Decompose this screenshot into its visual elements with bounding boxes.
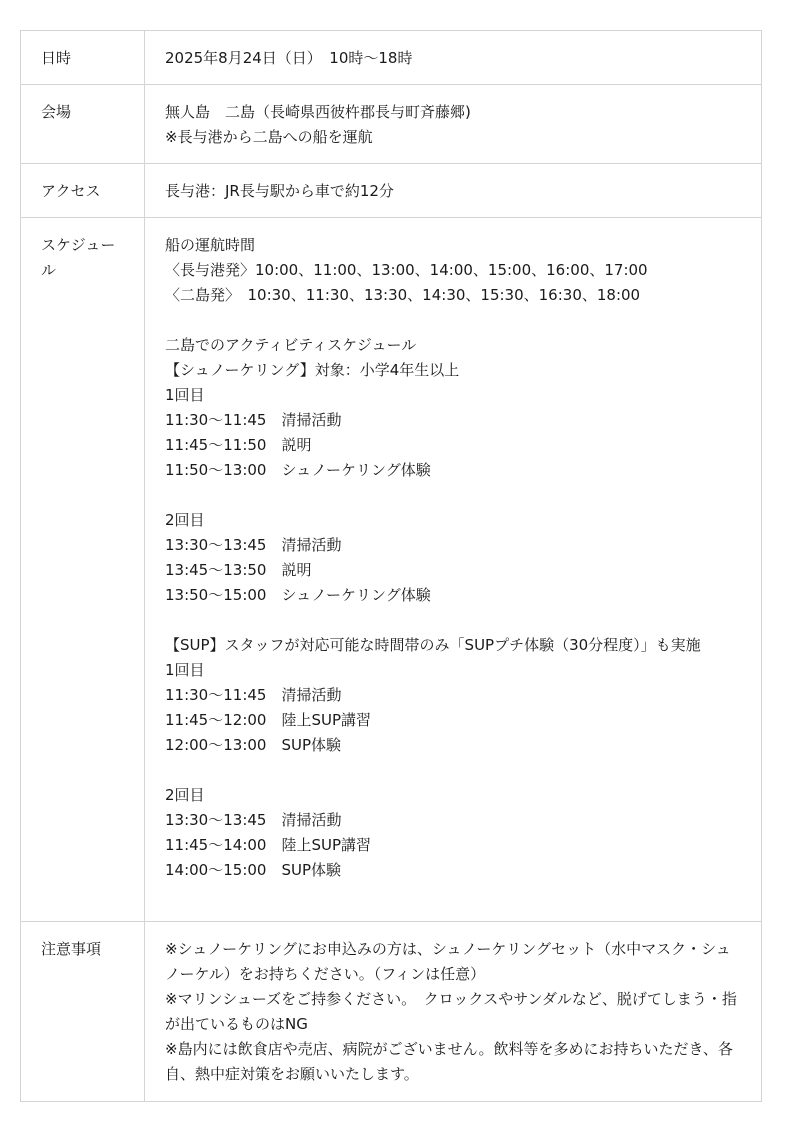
spacer — [165, 758, 741, 783]
spacer — [165, 483, 741, 508]
sup-title: 【SUP】スタッフが対応可能な時間帯のみ「SUPプチ体験（30分程度）」も実施 — [165, 636, 701, 654]
schedule-item: 13:30〜13:45 清掃活動 — [165, 811, 342, 829]
notes-label: 注意事項 — [21, 922, 145, 1102]
date-label: 日時 — [21, 31, 145, 85]
event-info-table — [20, 30, 762, 1102]
spacer — [165, 308, 741, 333]
schedule-item: 12:00〜13:00 SUP体験 — [165, 736, 342, 754]
schedule-item: 11:45〜11:50 説明 — [165, 436, 312, 454]
schedule-item: 11:30〜11:45 清掃活動 — [165, 686, 342, 704]
schedule-item: 14:00〜15:00 SUP体験 — [165, 861, 342, 879]
sup-round2-label: 2回目 — [165, 786, 205, 804]
ferry-from-nagayo: 〈長与港発〉10:00、11:00、13:00、14:00、15:00、16:00、17:00 — [165, 261, 648, 279]
access-value — [145, 164, 762, 218]
row-schedule — [21, 218, 762, 922]
schedule-item: 11:50〜13:00 シュノーケリング体験 — [165, 461, 431, 479]
row-notes — [21, 922, 762, 1102]
note-marine-shoes: ※マリンシューズをご持参ください。 クロックスやサンダルなど、脱げてしまう・指が出ているものはNG — [165, 990, 737, 1033]
venue-label: 会場 — [21, 85, 145, 164]
ferry-heading: 船の運航時間 — [165, 236, 256, 254]
schedule-item: 11:30〜11:45 清掃活動 — [165, 411, 342, 429]
row-access — [21, 164, 762, 218]
schedule-label: スケジュール — [21, 218, 145, 922]
schedule-item: 13:50〜15:00 シュノーケリング体験 — [165, 586, 431, 604]
note-no-shops: ※島内には飲食店や売店、病院がございません。飲料等を多めにお持ちいただき、各自、熱中症対策をお願いいたします。 — [165, 1040, 733, 1083]
snorkel-round2-label: 2回目 — [165, 511, 205, 529]
sup-round1-label: 1回目 — [165, 661, 205, 679]
access-text: 長与港：JR長与駅から車で約12分 — [165, 182, 394, 200]
notes-value — [145, 922, 762, 1102]
schedule-item: 11:45〜12:00 陸上SUP講習 — [165, 711, 372, 729]
activity-heading: 二島でのアクティビティスケジュール — [165, 336, 417, 354]
schedule-item: 13:45〜13:50 説明 — [165, 561, 312, 579]
date-text: 2025年8月24日（日） 10時〜18時 — [165, 49, 413, 67]
venue-note: ※長与港から二島への船を運航 — [165, 128, 373, 146]
ferry-from-futajima: 〈二島発〉 10:30、11:30、13:30、14:30、15:30、16:30、18:00 — [165, 286, 641, 304]
snorkel-title: 【シュノーケリング】対象：小学4年生以上 — [165, 361, 460, 379]
row-venue — [21, 85, 762, 164]
row-date — [21, 31, 762, 85]
schedule-value — [145, 218, 762, 922]
date-value — [145, 31, 762, 85]
schedule-item: 11:45〜14:00 陸上SUP講習 — [165, 836, 372, 854]
access-label: アクセス — [21, 164, 145, 218]
schedule-item: 13:30〜13:45 清掃活動 — [165, 536, 342, 554]
venue-name: 無人島 二島（長崎県西彼杵郡長与町斉藤郷) — [165, 103, 471, 121]
venue-value — [145, 85, 762, 164]
note-snorkel-gear: ※シュノーケリングにお申込みの方は、シュノーケリングセット（水中マスク・シュノーケル）をお持ちください。（フィンは任意） — [165, 940, 731, 983]
snorkel-round1-label: 1回目 — [165, 386, 205, 404]
spacer — [165, 608, 741, 633]
